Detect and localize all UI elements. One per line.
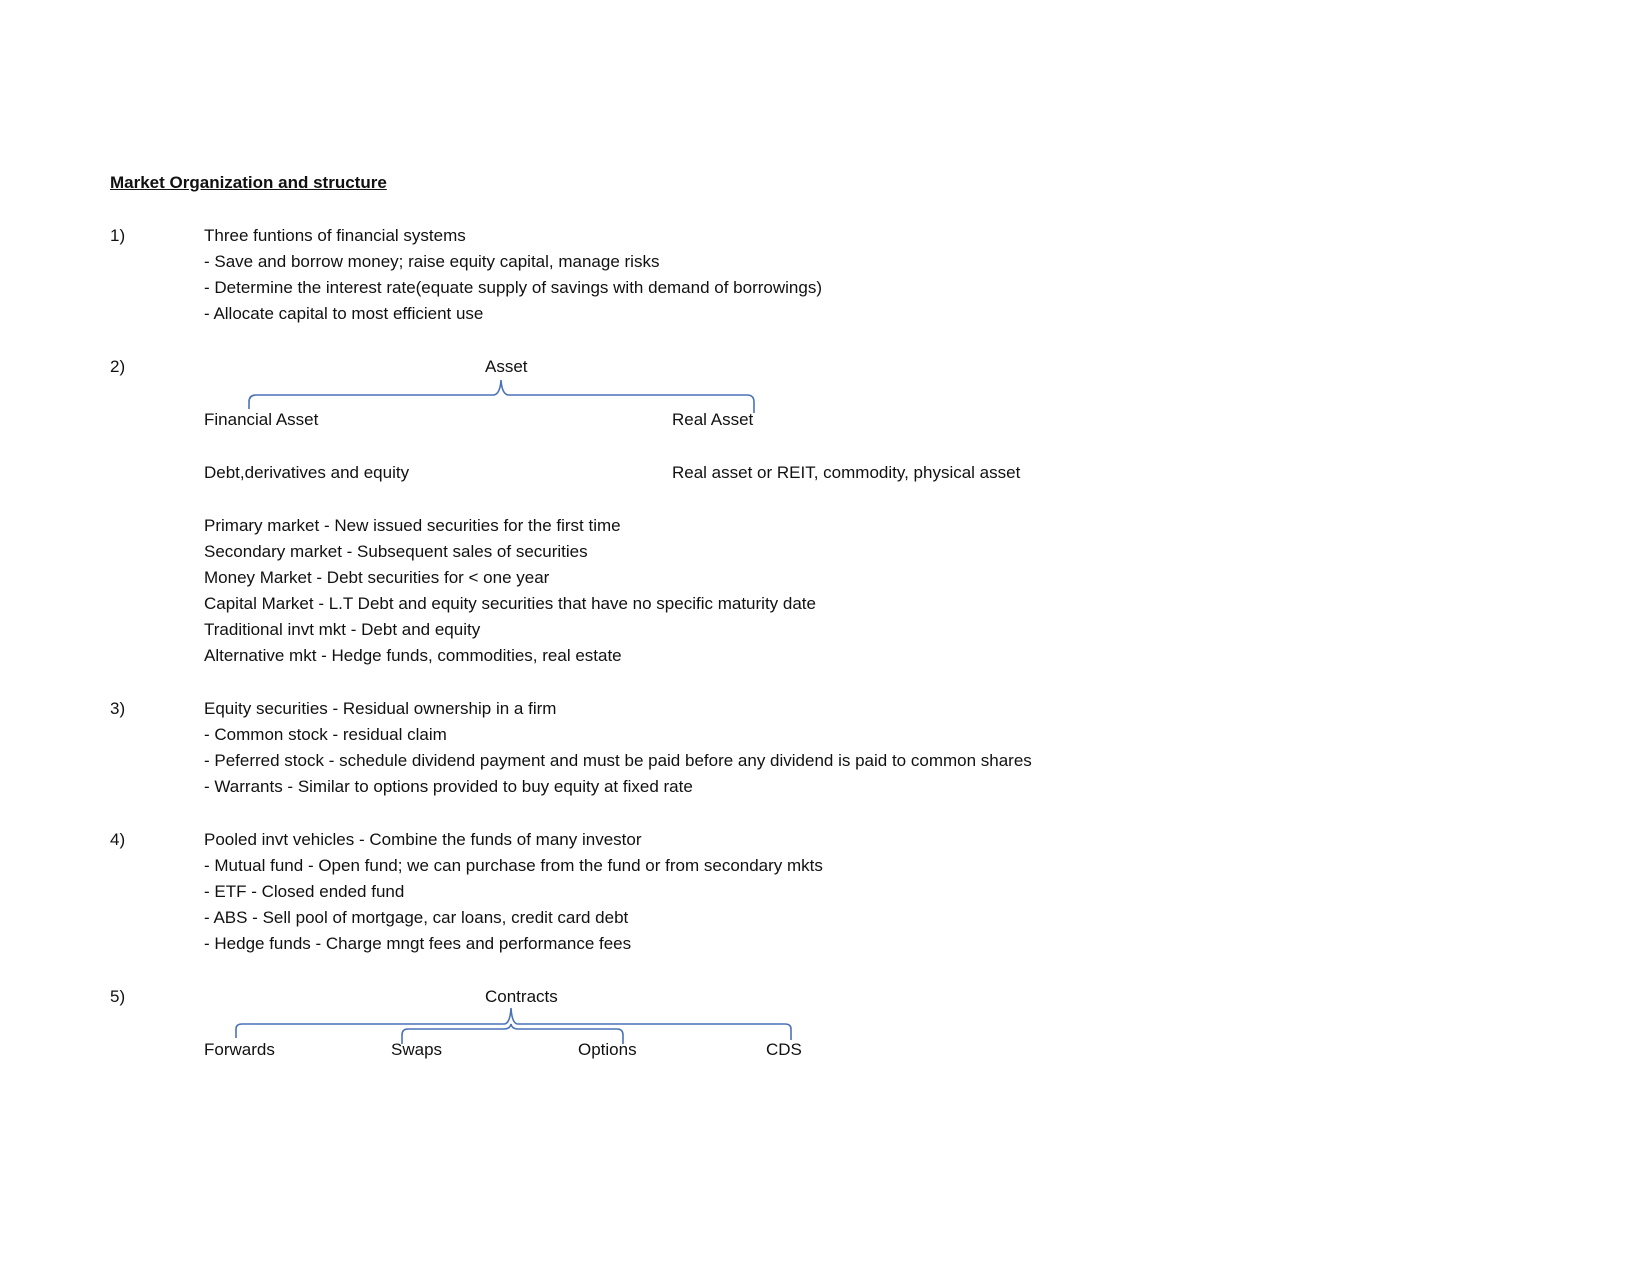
market-line: Money Market - Debt securities for < one year [204, 568, 550, 587]
page-title: Market Organization and structure [110, 173, 387, 192]
market-line: Capital Market - L.T Debt and equity securities that have no specific maturity date [204, 594, 816, 613]
contract-cds: CDS [766, 1040, 802, 1059]
section-heading: Equity securities - Residual ownership in a firm [204, 699, 557, 718]
real-asset-label: Real Asset [672, 410, 754, 429]
section-heading: Pooled invt vehicles - Combine the funds of many investor [204, 830, 642, 849]
bullet-line: - Determine the interest rate(equate supply of savings with demand of borrowings) [204, 278, 822, 297]
diagram-root-label: Contracts [485, 987, 558, 1006]
bullet-line: - Common stock - residual claim [204, 725, 447, 744]
bullet-line: - Mutual fund - Open fund; we can purchase from the fund or from secondary mkts [204, 856, 823, 875]
section-number: 1) [110, 226, 126, 245]
section-number: 3) [110, 699, 126, 718]
contract-options: Options [578, 1040, 637, 1059]
section-number: 2) [110, 357, 126, 376]
bullet-line: - Warrants - Similar to options provided to buy equity at fixed rate [204, 777, 693, 796]
market-line: Traditional invt mkt - Debt and equity [204, 620, 481, 639]
section-number: 4) [110, 830, 126, 849]
contract-swaps: Swaps [391, 1040, 443, 1059]
bullet-line: - Allocate capital to most efficient use [204, 304, 484, 323]
bullet-line: - Hedge funds - Charge mngt fees and performance fees [204, 934, 632, 953]
financial-asset-label: Financial Asset [204, 410, 319, 429]
diagram-root-label: Asset [485, 357, 528, 376]
market-line: Secondary market - Subsequent sales of securities [204, 542, 588, 561]
market-line: Primary market - New issued securities for the first time [204, 516, 621, 535]
section-heading: Three funtions of financial systems [204, 226, 466, 245]
bullet-line: - Peferred stock - schedule dividend payment and must be paid before any dividend is paid to common shares [204, 751, 1032, 770]
bullet-line: - ABS - Sell pool of mortgage, car loans, credit card debt [204, 908, 629, 927]
bullet-line: - ETF - Closed ended fund [204, 882, 405, 901]
market-line: Alternative mkt - Hedge funds, commodities, real estate [204, 646, 622, 665]
bullet-line: - Save and borrow money; raise equity capital, manage risks [204, 252, 660, 271]
real-asset-desc: Real asset or REIT, commodity, physical asset [672, 463, 1021, 482]
contract-forwards: Forwards [204, 1040, 275, 1059]
financial-asset-desc: Debt,derivatives and equity [204, 463, 410, 482]
section-number: 5) [110, 987, 126, 1006]
